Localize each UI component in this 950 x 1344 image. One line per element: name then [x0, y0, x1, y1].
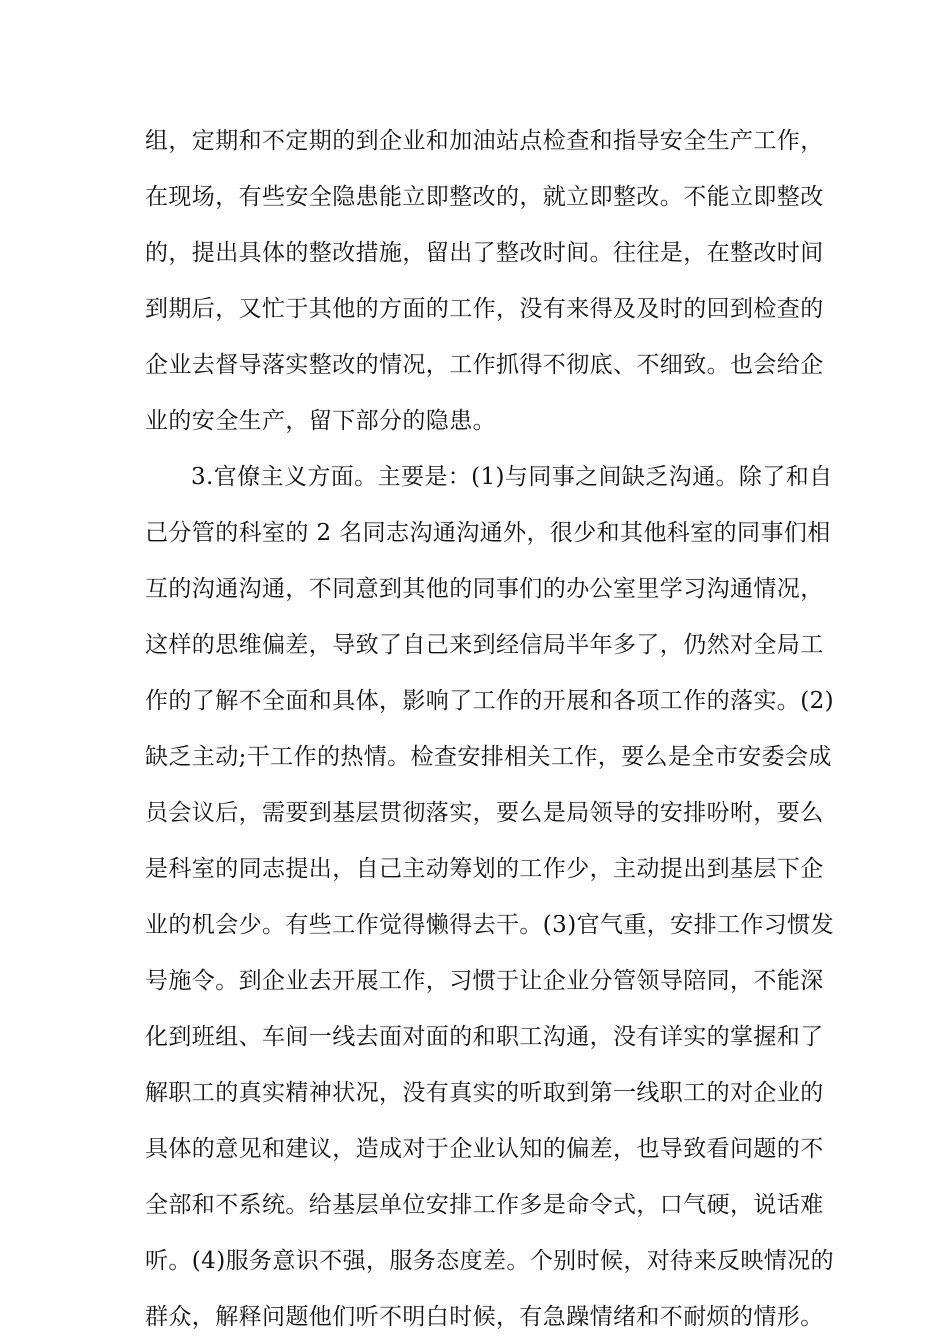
text-line: 全部和不系统。给基层单位安排工作多是命令式，口气硬，说话难	[145, 1192, 824, 1218]
text-line: 组，定期和不定期的到企业和加油站点检查和指导安全生产工作，	[145, 128, 824, 154]
text-line: 互的沟通沟通，不同意到其他的同事们的办公室里学习沟通情况，	[145, 576, 824, 602]
text-line: 缺乏主动;干工作的热情。检查安排相关工作，要么是全市安委会成	[145, 744, 832, 770]
text-line: 企业去督导落实整改的情况，工作抓得不彻底、不细致。也会给企	[145, 352, 824, 378]
text-line: 具体的意见和建议，造成对于企业认知的偏差，也导致看问题的不	[145, 1136, 824, 1162]
text-line: 业的安全生产，留下部分的隐患。	[145, 408, 496, 434]
text-line: 员会议后，需要到基层贯彻落实，要么是局领导的安排吩咐，要么	[145, 800, 824, 826]
text-line: 的，提出具体的整改措施，留出了整改时间。往往是，在整改时间	[145, 240, 824, 266]
text-line: 业的机会少。有些工作觉得懒得去干。(3)官气重，安排工作习惯发	[145, 912, 834, 938]
paragraph-start-line: 3.官僚主义方面。主要是：(1)与同事之间缺乏沟通。除了和自	[191, 464, 833, 490]
text-line: 群众，解释问题他们听不明白时候，有急躁情绪和不耐烦的情形。	[145, 1304, 824, 1330]
text-line: 是科室的同志提出，自己主动筹划的工作少，主动提出到基层下企	[145, 856, 824, 882]
text-line: 解职工的真实精神状况，没有真实的听取到第一线职工的对企业的	[145, 1080, 824, 1106]
text-line: 作的了解不全面和具体，影响了工作的开展和各项工作的落实。(2)	[145, 688, 834, 714]
text-line: 化到班组、车间一线去面对面的和职工沟通，没有详实的掌握和了	[145, 1024, 824, 1050]
text-line: 到期后，又忙于其他的方面的工作，没有来得及及时的回到检查的	[145, 296, 824, 322]
text-line: 听。(4)服务意识不强，服务态度差。个别时候，对待来反映情况的	[145, 1248, 834, 1274]
text-line: 这样的思维偏差，导致了自己来到经信局半年多了，仍然对全局工	[145, 632, 824, 658]
text-line: 号施令。到企业去开展工作，习惯于让企业分管领导陪同，不能深	[145, 968, 824, 994]
text-line: 己分管的科室的 2 名同志沟通沟通外，很少和其他科室的同事们相	[145, 520, 831, 546]
text-line: 在现场，有些安全隐患能立即整改的，就立即整改。不能立即整改	[145, 184, 824, 210]
